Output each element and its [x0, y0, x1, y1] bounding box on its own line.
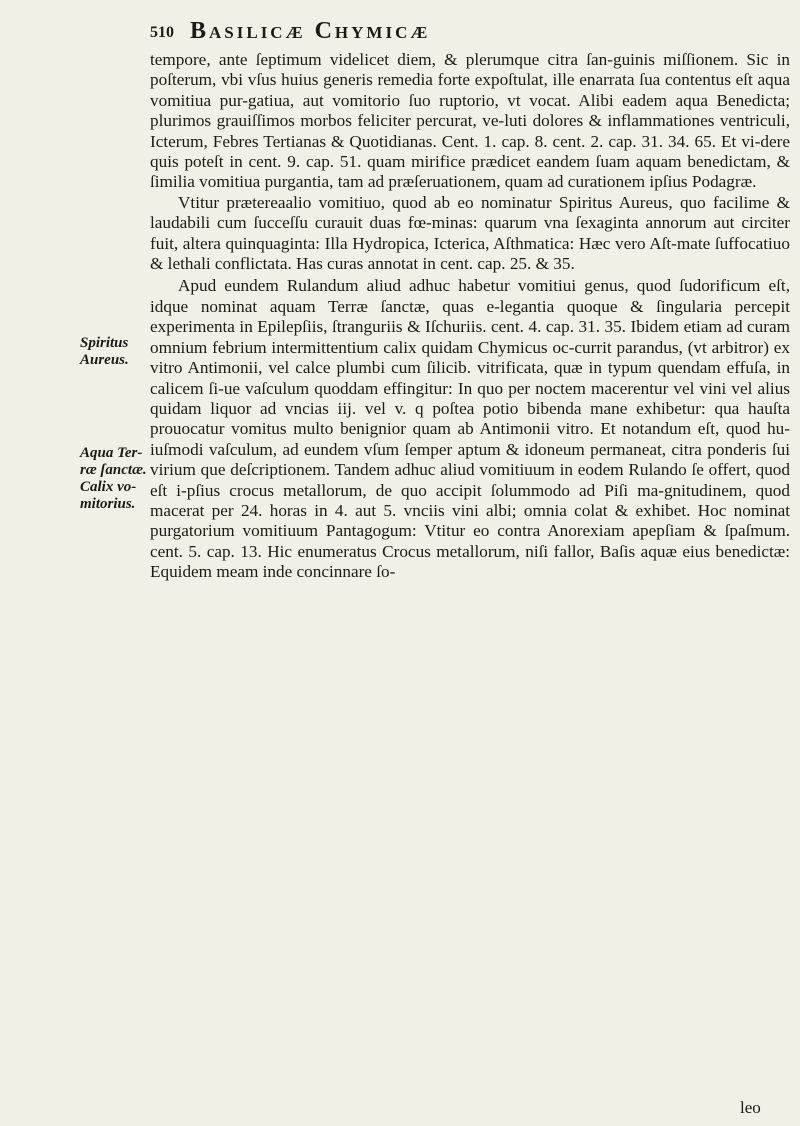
catchword: leo [740, 1098, 761, 1117]
body-text [150, 50, 790, 583]
paragraph: Apud eundem Rulandum aliud adhuc habetur vomitiui genus, quod ſudorificum eſt, idque nominat aquam Terræ ſanctæ, quas e-legantia quoque & ſingularia percepit experimenta in Epilepſiis, ſtranguriis & Iſchuriis. cent. 4. cap. 31. 35. Ibidem etiam ad curam omnium febrium intermittentium calix quidam Chymicus oc-currit parandus, (vt arbitror) ex vitro Antimonii, vel calce plumbi cum ſilicib. vitrificata, quæ in typum quendam effuſa, in calicem ſi-ue vaſculum quoddam effingitur: In quo per noctem macerentur vel vini vel alius quidam liquor ad vncias iij. vel v. q poſtea potio bibenda mane exhibetur: qua hauſta prouocatur vomitus multo benignior quam ab Antimonii vitro. Et notandum eſt, quod hu-iuſmodi vaſculum, ad eundem vſum ſemper aptum & idoneum permaneat, citra ponderis ſui virium que deſcriptionem. Tandem adhuc aliud vomitiuum in eodem Rulando ſe offert, quod eſt i-pſius crocus metallorum, de quo accipit ſolummodo ad Piſi ma-gnitudinem, quod macerat per 24. horas in 4. aut 5. vnciis vini albi; omnia colat & exhibet. Hoc nominat purgatorium vomitiuum Pantagogum: Vtitur eo contra Anorexiam apepſiam & ſpaſmum. cent. 5. cap. 13. Hic enumeratus Crocus metallorum, niſi fallor, Baſis aquæ eius benedictæ: Equidem meam inde concinnare ſo- [150, 276, 790, 582]
margin-note-aqua-terrae-calix: Aqua Ter- ræ ſanctæ. Calix vo- mitorius. [80, 445, 147, 512]
paragraph: tempore, ante ſeptimum videlicet diem, & plerumque citra ſan-guinis miſſionem. Sic in poſterum, vbi vſus huius generis remedia forte expoſtulat, ille enarrata ſua contentus eſt aqua vomitiua pur-gatiua, aut vomitorio ſuo ruptorio, vt vocat. Alibi eadem aqua Benedicta; plurimos grauiſſimos morbos feliciter percurat, ve-luti dolores & inflammationes ventriculi, Icterum, Febres Tertianas & Quotidianas. Cent. 1. cap. 8. cent. 2. cap. 31. 34. 65. Et vi-dere quis poteſt in cent. 9. cap. 51. quam mirifice prædicet eandem ſuam aquam benedictam, & ſimilia vomitiua purgantia, tam ad præſeruationem, quam ad curationem ipſius Podagræ. [150, 50, 790, 192]
page-number: 510 [150, 24, 174, 41]
running-head: Basilicæ Chymicæ [190, 18, 431, 44]
paragraph: Vtitur prætereaalio vomitiuo, quod ab eo nominatur Spiritus Aureus, quo facilime & laudabili cum ſucceſſu curauit duas fœ-minas: quarum vna ſexaginta annorum aut circiter fuit, altera quinquaginta: Illa Hydropica, Icterica, Aſthmatica: Hæc vero Aſt-mate ſuffocatiuo & lethali conflictata. Has curas annotat in cent. cap. 25. & 35. [150, 192, 790, 274]
page-header [150, 18, 730, 50]
margin-note-spiritus-aureus: Spiritus Aureus. [80, 335, 129, 368]
